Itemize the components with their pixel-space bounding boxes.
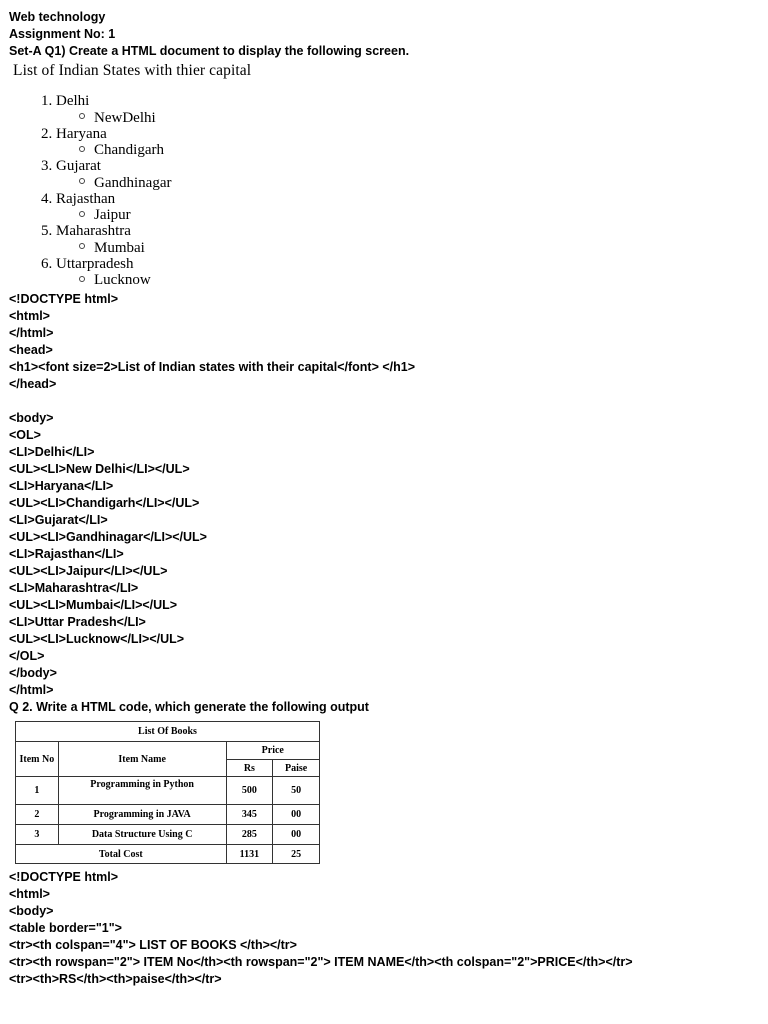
header-price: Price [226, 742, 319, 760]
capital-name: Gandhinagar [94, 174, 172, 191]
total-paise: 25 [273, 845, 320, 864]
total-label: Total Cost [16, 845, 227, 864]
code-line: <html> [9, 309, 50, 323]
circle-bullet-icon [79, 146, 85, 152]
total-row [16, 845, 320, 864]
code-line: </head> [9, 377, 57, 391]
circle-bullet-icon [79, 211, 85, 217]
code-line: <LI>Rajasthan</LI> [9, 547, 124, 561]
code-line: <UL><LI>Chandigarh</LI></UL> [9, 496, 200, 510]
state-number: 4. [41, 190, 53, 207]
circle-bullet-icon [79, 178, 85, 184]
state-item [41, 93, 333, 110]
code-line: <!DOCTYPE html> [9, 292, 119, 306]
capital-name: Jaipur [94, 207, 131, 223]
capital-item [41, 207, 333, 223]
code-line: <html> [9, 887, 50, 901]
row-name: Data Structure Using C [58, 825, 226, 845]
state-item [41, 256, 333, 273]
state-name: Rajasthan [56, 190, 116, 207]
question-1: Set-A Q1) Create a HTML document to display the following screen. [9, 44, 410, 58]
question-2: Q 2. Write a HTML code, which generate the following output [9, 700, 369, 714]
table-caption: List Of Books [16, 722, 320, 742]
capital-item [41, 272, 333, 288]
code-line: <tr><th colspan="4"> LIST OF BOOKS </th></tr> [9, 938, 297, 952]
code-line: </html> [9, 683, 54, 697]
books-table [15, 721, 320, 864]
code-line: <!DOCTYPE html> [9, 870, 119, 884]
row-paise: 00 [273, 825, 320, 845]
code-line: <LI>Uttar Pradesh</LI> [9, 615, 146, 629]
row-paise: 00 [273, 805, 320, 825]
state-item [41, 191, 333, 208]
capital-item [41, 240, 333, 256]
code-line: <OL> [9, 428, 41, 442]
code-line: <table border="1"> [9, 921, 122, 935]
capital-item [41, 110, 333, 126]
row-name: Programming in JAVA [58, 805, 226, 825]
code-line-blank [9, 393, 759, 410]
code-line: <UL><LI>Jaipur</LI></UL> [9, 564, 168, 578]
code-line: <UL><LI>New Delhi</LI></UL> [9, 462, 190, 476]
total-rs: 1131 [226, 845, 273, 864]
code-line: <body> [9, 904, 54, 918]
code-line: <UL><LI>Lucknow</LI></UL> [9, 632, 185, 646]
header-item-name: Item Name [58, 742, 226, 777]
state-name: Uttarpradesh [56, 255, 134, 272]
state-name: Maharashtra [56, 223, 131, 239]
capital-name: Lucknow [94, 272, 151, 288]
circle-bullet-icon [79, 276, 85, 282]
state-number: 6. [41, 255, 53, 272]
state-name: Haryana [56, 125, 107, 142]
code-line: <tr><th>RS</th><th>paise</th></tr> [9, 972, 222, 986]
row-rs: 285 [226, 825, 273, 845]
state-number: 3. [41, 158, 53, 174]
code-line: </body> [9, 666, 57, 680]
code-line: <h1><font size=2>List of Indian states with their capital</font> </h1> [9, 360, 416, 374]
row-no: 3 [16, 825, 59, 845]
capital-item [41, 142, 333, 158]
doc-title: Web technology [9, 10, 106, 24]
document-page [9, 9, 759, 988]
table-row [16, 805, 320, 825]
capital-name: Chandigarh [94, 142, 164, 158]
states-list-title: List of Indian States with thier capital [13, 62, 252, 79]
code-line: <head> [9, 343, 53, 357]
code-line: </OL> [9, 649, 45, 663]
table-row [16, 777, 320, 805]
row-rs: 345 [226, 805, 273, 825]
code-line: <LI>Delhi</LI> [9, 445, 95, 459]
state-name: Delhi [56, 93, 90, 109]
capital-name: Mumbai [94, 239, 145, 256]
state-item [41, 223, 333, 240]
row-rs: 500 [226, 777, 273, 805]
state-number: 2. [41, 125, 53, 142]
states-ordered-list [13, 93, 333, 288]
state-name: Gujarat [56, 158, 101, 174]
code-line: <UL><LI>Gandhinagar</LI></UL> [9, 530, 207, 544]
code-listing-1 [9, 291, 759, 699]
code-line: </html> [9, 326, 54, 340]
row-no: 2 [16, 805, 59, 825]
row-paise: 50 [273, 777, 320, 805]
circle-bullet-icon [79, 113, 85, 119]
code-line: <body> [9, 411, 54, 425]
books-table-image [15, 721, 759, 864]
capital-item [41, 175, 333, 191]
code-line: <tr><th rowspan="2"> ITEM No</th><th rowspan="2"> ITEM NAME</th><th colspan="2">PRICE</th></tr> [9, 955, 633, 969]
state-item [41, 158, 333, 175]
state-item [41, 126, 333, 143]
row-no: 1 [16, 777, 59, 805]
states-list-image [13, 61, 333, 291]
code-listing-2 [9, 869, 759, 988]
state-number: 1. [41, 93, 53, 109]
code-line: <LI>Gujarat</LI> [9, 513, 108, 527]
header-item-no: Item No [16, 742, 59, 777]
state-number: 5. [41, 223, 53, 239]
row-name: Programming in Python [58, 777, 226, 805]
code-line: <UL><LI>Mumbai</LI></UL> [9, 598, 178, 612]
code-line: <LI>Maharashtra</LI> [9, 581, 139, 595]
code-line: <LI>Haryana</LI> [9, 479, 114, 493]
table-row [16, 825, 320, 845]
circle-bullet-icon [79, 243, 85, 249]
assignment-number: Assignment No: 1 [9, 27, 116, 41]
capital-name: NewDelhi [94, 109, 156, 126]
header-rs: Rs [226, 760, 273, 777]
header-paise: Paise [273, 760, 320, 777]
